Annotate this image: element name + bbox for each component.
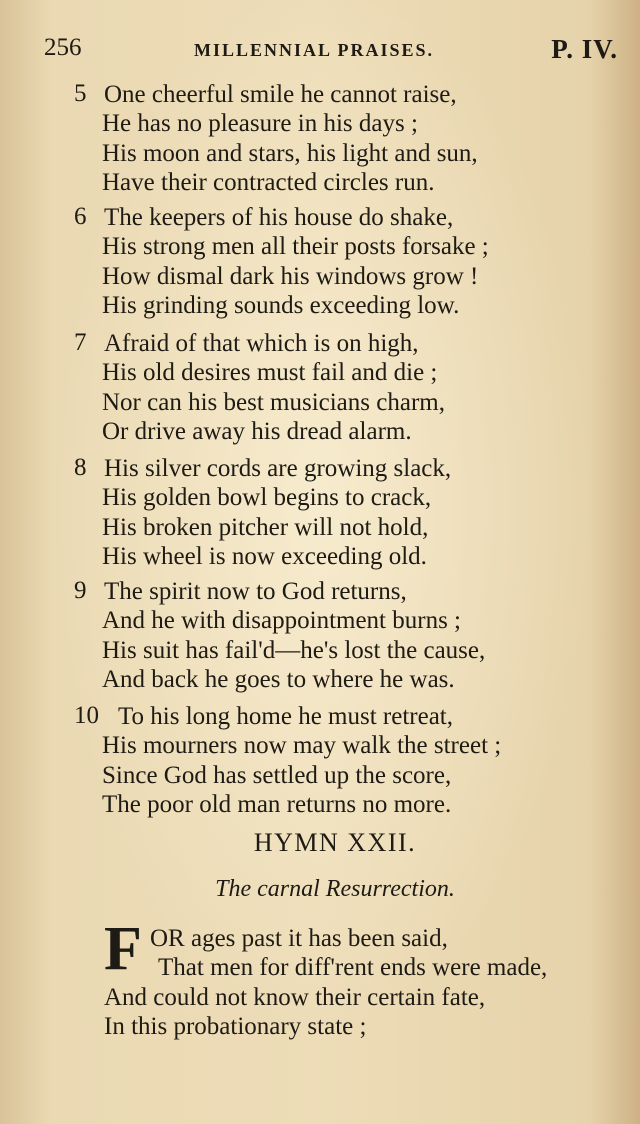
stanza-number: 8	[74, 454, 87, 481]
hymn-opening-stanza	[104, 924, 634, 1041]
verse-line: His golden bowl begins to crack,	[102, 484, 432, 512]
verse-line: Nor can his best musicians charm,	[102, 388, 445, 416]
verse-line: His strong men all their posts forsake ;	[102, 233, 489, 261]
stanza-number: 6	[74, 203, 87, 230]
part-label: P. IV.	[551, 34, 618, 64]
page-number: 256	[44, 34, 82, 61]
stanza-7	[74, 329, 634, 446]
verse-line: Have their contracted circles run.	[102, 168, 435, 196]
page-header	[44, 34, 618, 74]
stanza-number: 7	[74, 329, 87, 356]
verse-line: OR ages past it has been said,	[150, 925, 448, 952]
stanza-number: 9	[74, 577, 87, 604]
stanza-number: 10	[74, 702, 99, 729]
drop-cap: F	[104, 915, 142, 983]
stanza-5	[74, 80, 634, 197]
stanza-number: 5	[74, 80, 87, 107]
stanza-9	[74, 577, 634, 694]
verse-line: His broken pitcher will not hold,	[102, 513, 429, 541]
verse-line: To his long home he must retreat,	[118, 703, 453, 730]
verse-line: And could not know their certain fate,	[104, 983, 486, 1011]
verse-line: In this probationary state ;	[104, 1012, 367, 1040]
verse-line: He has no pleasure in his days ;	[102, 110, 418, 138]
verse-line: The poor old man returns no more.	[102, 790, 452, 818]
verse-line: The spirit now to God returns,	[104, 578, 407, 605]
verse-line: His silver cords are growing slack,	[104, 455, 452, 482]
verse-line: That men for diff'rent ends were made,	[158, 954, 548, 982]
hymn-subtitle: The carnal Resurrection.	[215, 876, 455, 902]
verse-line: Or drive away his dread alarm.	[102, 417, 412, 445]
verse-line: The keepers of his house do shake,	[104, 204, 454, 231]
verse-line: His mourners now may walk the street ;	[102, 732, 502, 760]
verse-line: His grinding sounds exceeding low.	[102, 291, 460, 319]
stanza-8	[74, 454, 634, 571]
running-title: MILLENNIAL PRAISES.	[194, 40, 435, 60]
stanza-10	[74, 702, 634, 819]
verse-line: Afraid of that which is on high,	[104, 330, 419, 357]
verse-line: How dismal dark his windows grow !	[102, 262, 479, 290]
verse-line: His old desires must fail and die ;	[102, 359, 438, 387]
verse-line: Since God has settled up the score,	[102, 761, 452, 789]
verse-line: One cheerful smile he cannot raise,	[104, 81, 457, 108]
stanza-6	[74, 203, 634, 320]
verse-line: And he with disappointment burns ;	[102, 607, 461, 635]
verse-line: His suit has fail'd—he's lost the cause,	[102, 636, 486, 664]
verse-line: His moon and stars, his light and sun,	[102, 139, 478, 167]
verse-line: And back he goes to where he was.	[102, 665, 455, 693]
verse-line: His wheel is now exceeding old.	[102, 542, 427, 570]
hymn-title: HYMN XXII.	[253, 828, 417, 857]
